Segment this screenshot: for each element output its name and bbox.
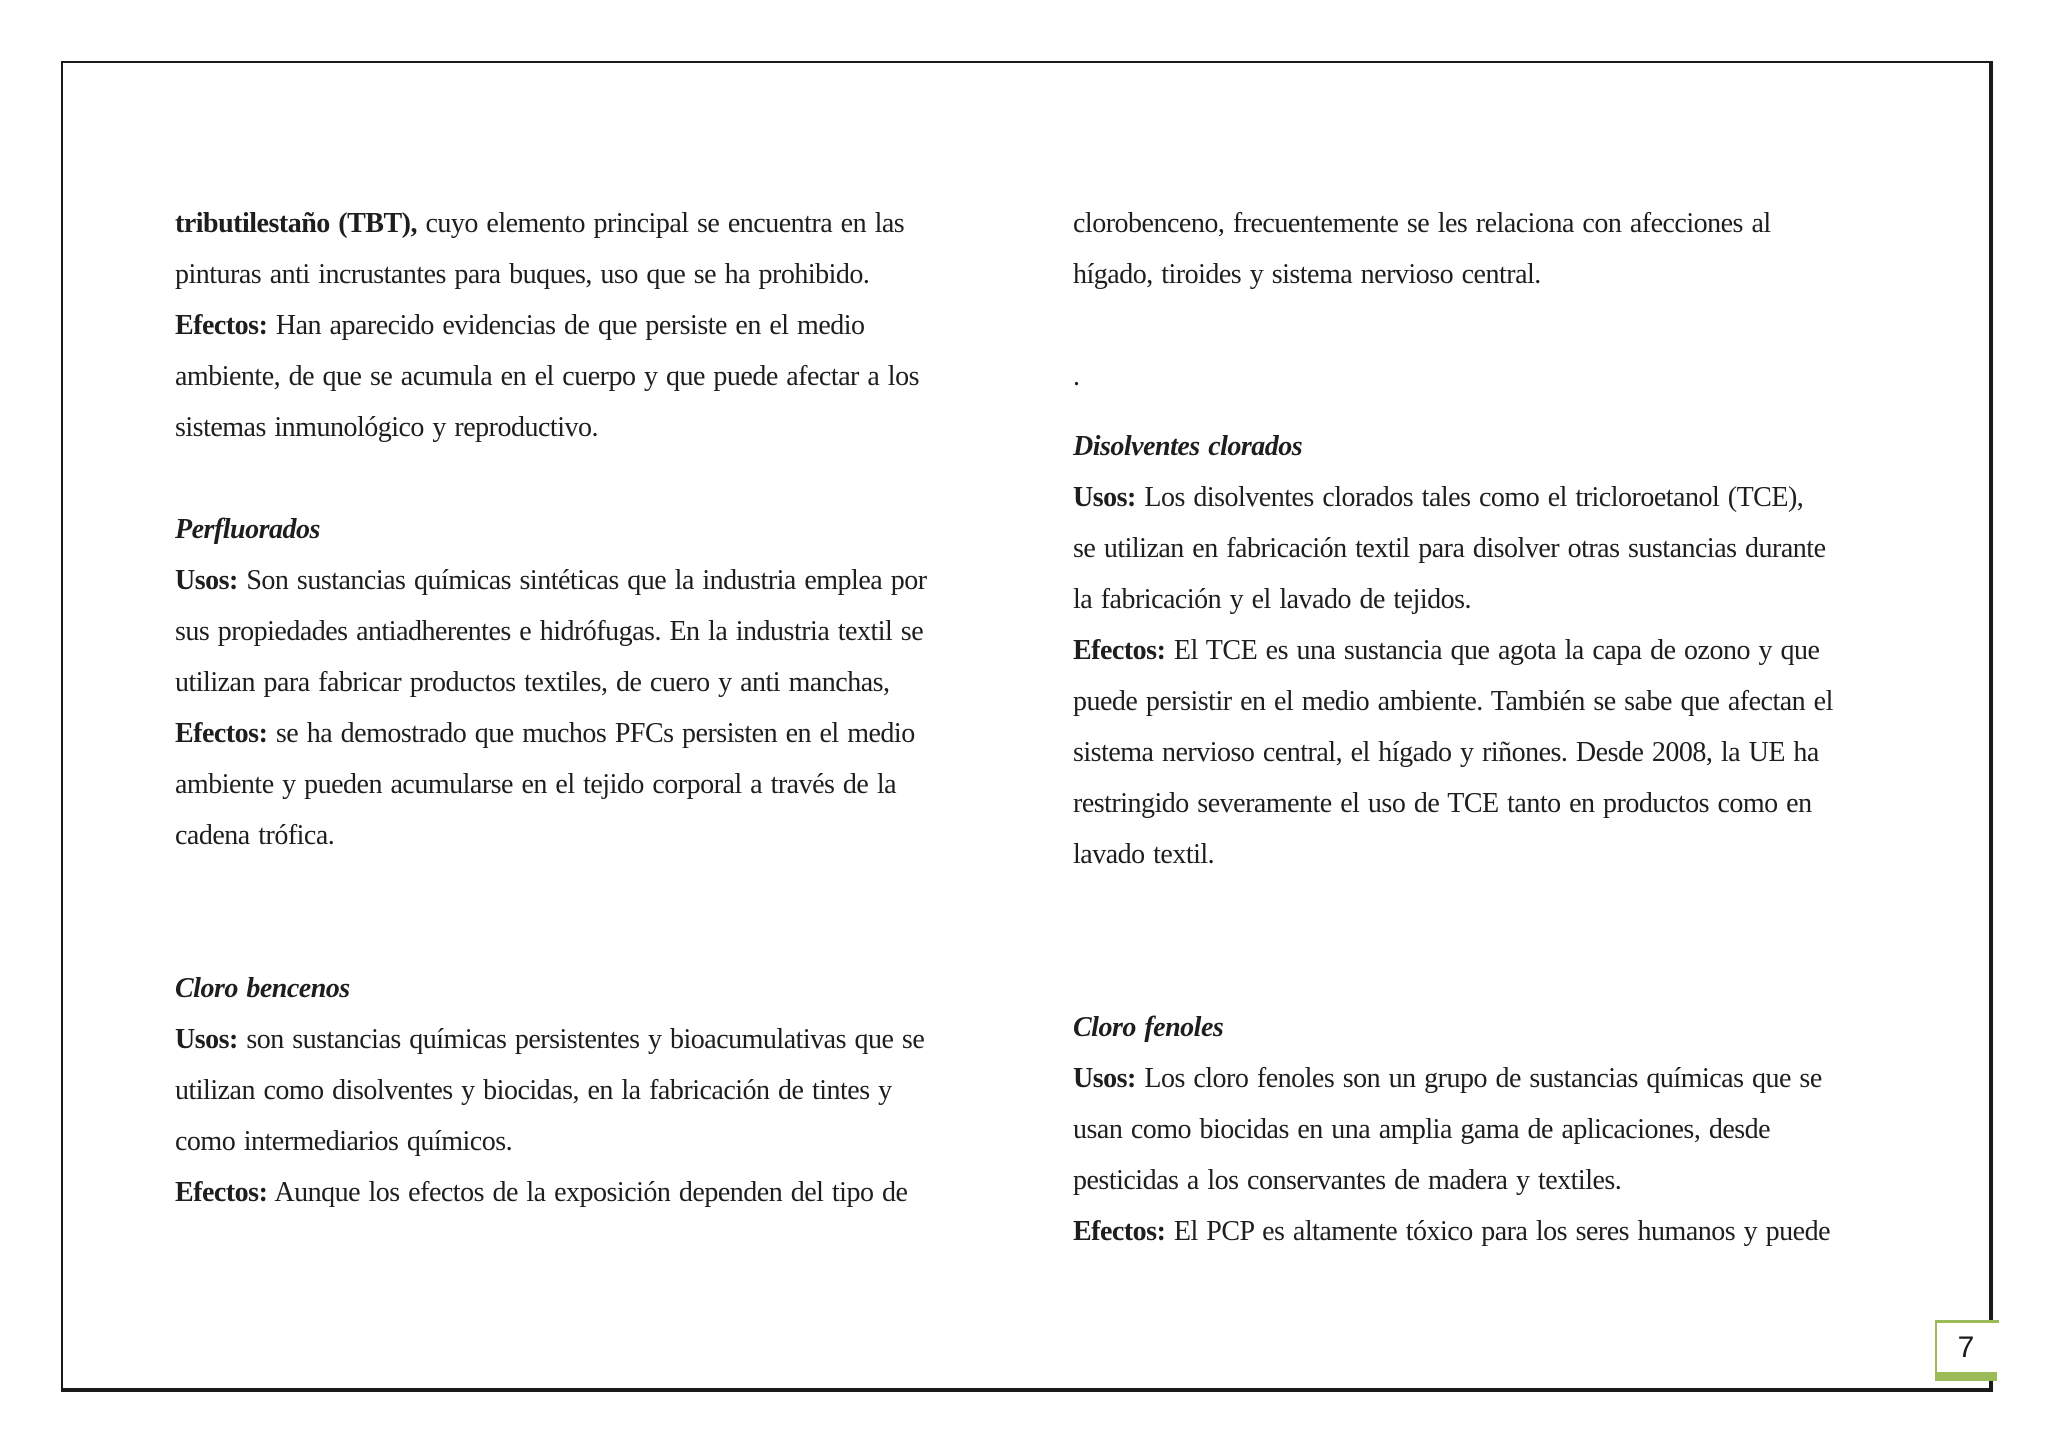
section-heading: Cloro fenoles: [1073, 1012, 1224, 1043]
section-heading: Perfluorados: [175, 514, 320, 545]
uses-label: Usos:: [175, 565, 238, 596]
text-line: como intermediarios químicos.: [175, 1126, 513, 1157]
uses-label: Usos:: [1073, 482, 1136, 513]
text-line: Efectos: se ha demostrado que muchos PFCs persisten en el medio: [175, 718, 915, 749]
cloro-bencenos-section: [175, 963, 985, 1218]
effects-label: Efectos:: [1073, 635, 1166, 666]
text-line: hígado, tiroides y sistema nervioso central.: [1073, 259, 1541, 290]
text-line: lavado textil.: [1073, 839, 1215, 870]
text-line: pesticidas a los conservantes de madera y textiles.: [1073, 1165, 1622, 1196]
text-line: Usos: Los disolventes clorados tales como el tricloroetanol (TCE),: [1073, 482, 1804, 513]
section-heading: Disolventes clorados: [1073, 431, 1303, 462]
page-number: 7: [1957, 1331, 1975, 1364]
text-line: Efectos: El TCE es una sustancia que agota la capa de ozono y que: [1073, 635, 1820, 666]
clorobenceno-continuation: [1073, 198, 1893, 402]
effects-label: Efectos:: [1073, 1216, 1166, 1247]
text-line: utilizan para fabricar productos textiles, de cuero y anti manchas,: [175, 667, 890, 698]
cloro-fenoles-section: [1073, 1002, 1893, 1257]
text-line: Efectos: Aunque los efectos de la exposición dependen del tipo de: [175, 1177, 908, 1208]
perfluorados-section: [175, 504, 985, 861]
text-line: Efectos: Han aparecido evidencias de que persiste en el medio: [175, 310, 865, 341]
text-line: usan como biocidas en una amplia gama de aplicaciones, desde: [1073, 1114, 1771, 1145]
text-line: la fabricación y el lavado de tejidos.: [1073, 584, 1472, 615]
tbt-term: tributilestaño (TBT),: [175, 208, 417, 239]
text-line: sistemas inmunológico y reproductivo.: [175, 412, 598, 443]
text-line: ambiente y pueden acumularse en el tejido corporal a través de la: [175, 769, 897, 800]
uses-label: Usos:: [1073, 1063, 1136, 1094]
text-line: cadena trófica.: [175, 820, 335, 851]
right-column: [1073, 198, 1893, 1257]
text-line: Efectos: El PCP es altamente tóxico para los seres humanos y puede: [1073, 1216, 1830, 1247]
disolventes-section: [1073, 421, 1893, 880]
text-line: Usos: son sustancias químicas persistentes y bioacumulativas que se: [175, 1024, 925, 1055]
text-line: puede persistir en el medio ambiente. También se sabe que afectan el: [1073, 686, 1833, 717]
text-line: Usos: Son sustancias químicas sintéticas que la industria emplea por: [175, 565, 927, 596]
effects-label: Efectos:: [175, 718, 268, 749]
text-line: restringido severamente el uso de TCE tanto en productos como en: [1073, 788, 1812, 819]
text-line: tributilestaño (TBT), cuyo elemento principal se encuentra en las: [175, 208, 905, 239]
text-line: sistema nervioso central, el hígado y riñones. Desde 2008, la UE ha: [1073, 737, 1819, 768]
uses-label: Usos:: [175, 1024, 238, 1055]
text-line: pinturas anti incrustantes para buques, uso que se ha prohibido.: [175, 259, 870, 290]
text-line: clorobenceno, frecuentemente se les relaciona con afecciones al: [1073, 208, 1771, 239]
section-heading: Cloro bencenos: [175, 973, 350, 1004]
left-column: [175, 198, 985, 1218]
text-line: se utilizan en fabricación textil para disolver otras sustancias durante: [1073, 533, 1826, 564]
text-line: sus propiedades antiadherentes e hidrófugas. En la industria textil se: [175, 616, 924, 647]
text-line: utilizan como disolventes y biocidas, en la fabricación de tintes y: [175, 1075, 892, 1106]
text-line: ambiente, de que se acumula en el cuerpo y que puede afectar a los: [175, 361, 919, 392]
text-line: Usos: Los cloro fenoles son un grupo de sustancias químicas que se: [1073, 1063, 1822, 1094]
page-number-accent-bar: [1935, 1372, 1997, 1381]
stray-dot: .: [1073, 361, 1080, 392]
effects-label: Efectos:: [175, 1177, 268, 1208]
tbt-section: [175, 198, 985, 453]
effects-label: Efectos:: [175, 310, 268, 341]
